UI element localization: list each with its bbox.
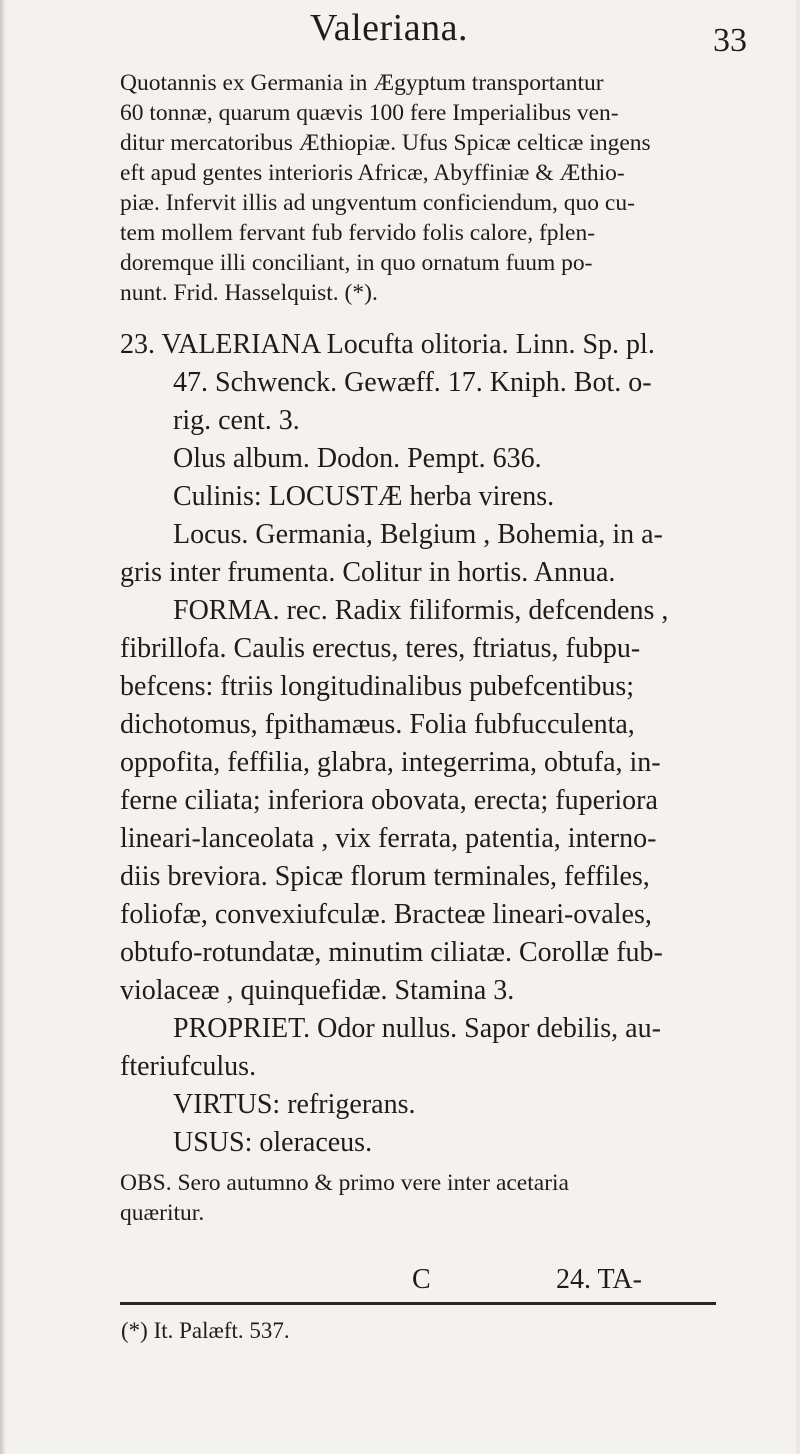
text-line: USUS: oleraceus.: [173, 1127, 373, 1158]
signature-mark: C: [412, 1264, 431, 1295]
text-line: PROPRIET. Odor nullus. Sapor debilis, au-: [173, 1013, 661, 1044]
text-line: oppofita, feffilia, glabra, integerrima, obtufa, in-: [120, 747, 661, 778]
text-line: diis breviora. Spicæ florum terminales, feffiles,: [120, 861, 650, 892]
footnote: (*) It. Palæft. 537.: [121, 1318, 290, 1343]
text-line: ditur mercatoribus Æthiopiæ. Ufus Spicæ celticæ ingens: [120, 130, 651, 156]
text-line: fibrillofa. Caulis erectus, teres, ftriatus, fubpu-: [120, 633, 641, 664]
text-line: Locus. Germania, Belgium , Bohemia, in a-: [173, 519, 663, 550]
text-line: foliofæ, convexiufculæ. Bracteæ lineari-ovales,: [120, 899, 652, 930]
page-number: 33: [713, 22, 747, 59]
text-line: Culinis: LOCUSTÆ herba virens.: [173, 481, 555, 512]
text-line: VIRTUS: refrigerans.: [173, 1089, 416, 1120]
text-line: doremque illi conciliant, in quo ornatum fuum po-: [120, 250, 593, 276]
text-line: lineari-lanceolata , vix ferrata, patentia, interno-: [120, 823, 657, 854]
running-title: Valeriana.: [310, 7, 468, 49]
text-line: FORMA. rec. Radix filiformis, defcendens ,: [173, 595, 669, 626]
text-line: gris inter frumenta. Colitur in hortis. Annua.: [120, 557, 616, 588]
text-line: obtufo-rotundatæ, minutim ciliatæ. Corollæ fub-: [120, 937, 663, 968]
text-line: 23. VALERIANA Locufta olitoria. Linn. Sp. pl.: [120, 329, 655, 360]
page-right-edge: [796, 0, 800, 1454]
text-line: befcens: ftriis longitudinalibus pubefcentibus;: [120, 671, 635, 702]
text-line: violaceæ , quinquefidæ. Stamina 3.: [120, 975, 515, 1006]
text-line: Quotannis ex Germania in Ægyptum transportantur: [120, 70, 604, 96]
text-line: ferne ciliata; inferiora obovata, erecta; fuperiora: [120, 785, 658, 816]
text-line: dichotomus, fpithamæus. Folia fubfucculenta,: [120, 709, 635, 740]
page-header: [0, 2, 800, 62]
text-line: tem mollem fervant fub fervido folis calore, fplen-: [120, 220, 596, 246]
text-line: OBS. Sero autumno & primo vere inter acetaria: [120, 1170, 569, 1196]
text-line: piæ. Infervit illis ad ungventum conficiendum, quo cu-: [120, 190, 635, 216]
text-line: quæritur.: [120, 1200, 205, 1226]
text-line: nunt. Frid. Hasselquist. (*).: [120, 280, 378, 306]
footnote-rule: [120, 1302, 716, 1305]
page-left-shadow: [0, 0, 6, 1454]
catchword: 24. TA-: [556, 1264, 642, 1295]
text-line: 47. Schwenck. Gewæff. 17. Kniph. Bot. o-: [173, 367, 652, 398]
text-line: eft apud gentes interioris Africæ, Abyffiniæ & Æthio-: [120, 160, 625, 186]
text-line: 60 tonnæ, quarum quævis 100 fere Imperialibus ven-: [120, 100, 619, 126]
text-line: rig. cent. 3.: [173, 405, 300, 436]
text-line: fteriufculus.: [120, 1051, 257, 1082]
text-line: Olus album. Dodon. Pempt. 636.: [173, 443, 542, 474]
